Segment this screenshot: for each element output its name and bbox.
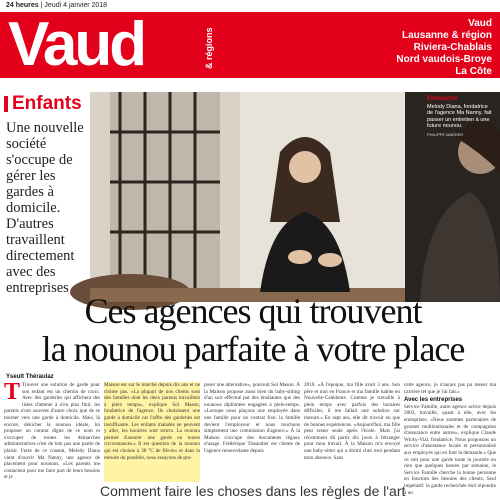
column-text: Trouver une solution de garde pour son enfant est un chemin de croix. Avec des garderies qui affichent des listes d'attente à n'en plus finir, les parents n'ont souvent d'autre choix que de se tourner vers une garde à domicile. Mais, là encore, dénicher la nounou idéale, lui proposer un contrat digne de ce nom et s'occuper de toutes les démarches administratives n'est de loin pas une partie de plaisir. Forte de ce constat, Melody Diana vient d'ouvrir Ma Nanny, une agence de placement pour nounous. «Les parents me contactent pour me faire part de leurs besoins et je — [4, 382, 100, 481]
column-text: cette agence, je n'aurais pas pu mener ma carrière tel que je l'ai fait.» — [404, 382, 496, 395]
masthead — [0, 12, 500, 78]
drop-cap: T — [4, 379, 21, 405]
headline-line: la nounou parfaite à votre place — [41, 329, 465, 369]
body-column-highlighted: Maison est sur le marché depuis dix ans et ne chôme pas. «La plupart de nos clients sont des familles dont les deux parents travaillent à plein temps», explique Sol Mason, fondatrice de l'agence. Ils choisissent une garde à domicile car l'offre des garderies est insuffisante. Les enfants malades ne peuvent y aller, les horaires sont stricts. La nounou permet d'assurer une garde en toutes circonstances.» Il est question de la nounou qui est choisie à 38 °C de fièvre» et dans la mesure du possible, nous essayons de pro- — [104, 382, 200, 482]
rubric-marker — [4, 96, 8, 112]
related-article-headline: Comment faire les choses dans les règles de l'art — [100, 483, 406, 499]
section-logo: Vaud — [8, 10, 145, 79]
headline-line: Ces agences qui trouvent — [84, 291, 422, 331]
region-list — [396, 18, 492, 78]
caption-tag: Embauche — [427, 96, 458, 102]
column-text: Service Famille, autre agence active depuis 2003, travaille, quant à elle, avec les entreprises. «Nous sommes partenaires de grosses multinationales et de compagnies d'assurance entre autres», explique Claude Wicky-Vial, fondatrice. Nous proposons un service d'assistance locale et personnalisé aux employés qui en font la demande.» Que ce soit pour une garde toute la journée ou rien que quelques heures par semaine, le Service Famille cherche la bonne personne en fonction des besoins des clients. Seul impératif: la garde recherchée doit répondre à un — [404, 403, 496, 496]
photo-caption — [427, 96, 493, 138]
body-column: 2010. «À l'époque, ma fille avait 3 ans. Son père et moi en France et ma famille habite en Nouvelle-Calédonie. Comme je travaille à plein temps avec parfois des horaires difficiles, il me fallait une solution sur mesure.» En sept ans, elle dit n'avoir eu que de bonnes expériences. «Aujourd'hui, ma fille peut rester seule après l'école. Mais j'ai récemment dû partir dix jours à l'étranger pour mon travail. À la Maison m'a envoyé une baby-sitter qui a dormi chez moi pendant mon absence. Sans — [304, 382, 400, 461]
separator: | — [40, 2, 43, 9]
region-item: Vaud — [468, 18, 492, 29]
body-column — [4, 379, 100, 482]
region-item: La Côte — [455, 66, 492, 77]
caption-text: Melody Diana, fondatrice de l'agence Ma Nanny, fait passer un entretien à une future nounou. — [427, 103, 492, 129]
photo-credit: PHILIPPE MAEDER — [427, 131, 464, 137]
article-headline — [8, 292, 498, 368]
body-column — [404, 382, 496, 496]
section-logo-sub: & régions — [204, 27, 214, 69]
article-intro: Une nouvelle société s'occupe de gérer les gardes à domicile. D'autres travaillent directement avec des entreprises — [6, 120, 84, 296]
body-subhead: Avec les entreprises — [404, 397, 463, 404]
body-column: poser une alternative», poursuit Sol Mason. À la Maison propose aussi bien du baby-sitting d'un soir effectué par des étudiantes que des nounous diplômées engagées à plein-temps. «Lorsque nous plaçons une employée dans une famille pour un contrat fixe, la famille devient l'employeur et nous touchons simplement une commission d'agence.» À la Maison s'occupe des documents légaux d'usage. Frédérique Tissandier est cliente de l'agence renouvelante depuis — [204, 382, 300, 454]
newspaper-name: 24 heures — [6, 2, 39, 9]
region-item: Riviera-Chablais — [413, 42, 492, 53]
region-item: Nord vaudois-Broye — [396, 54, 492, 65]
region-item: Lausanne & région — [401, 30, 492, 41]
rubric-label: Enfants — [12, 93, 82, 114]
article-byline: Yseult Théraulaz — [6, 374, 54, 380]
issue-date: Jeudi 4 janvier 2018 — [44, 2, 108, 9]
